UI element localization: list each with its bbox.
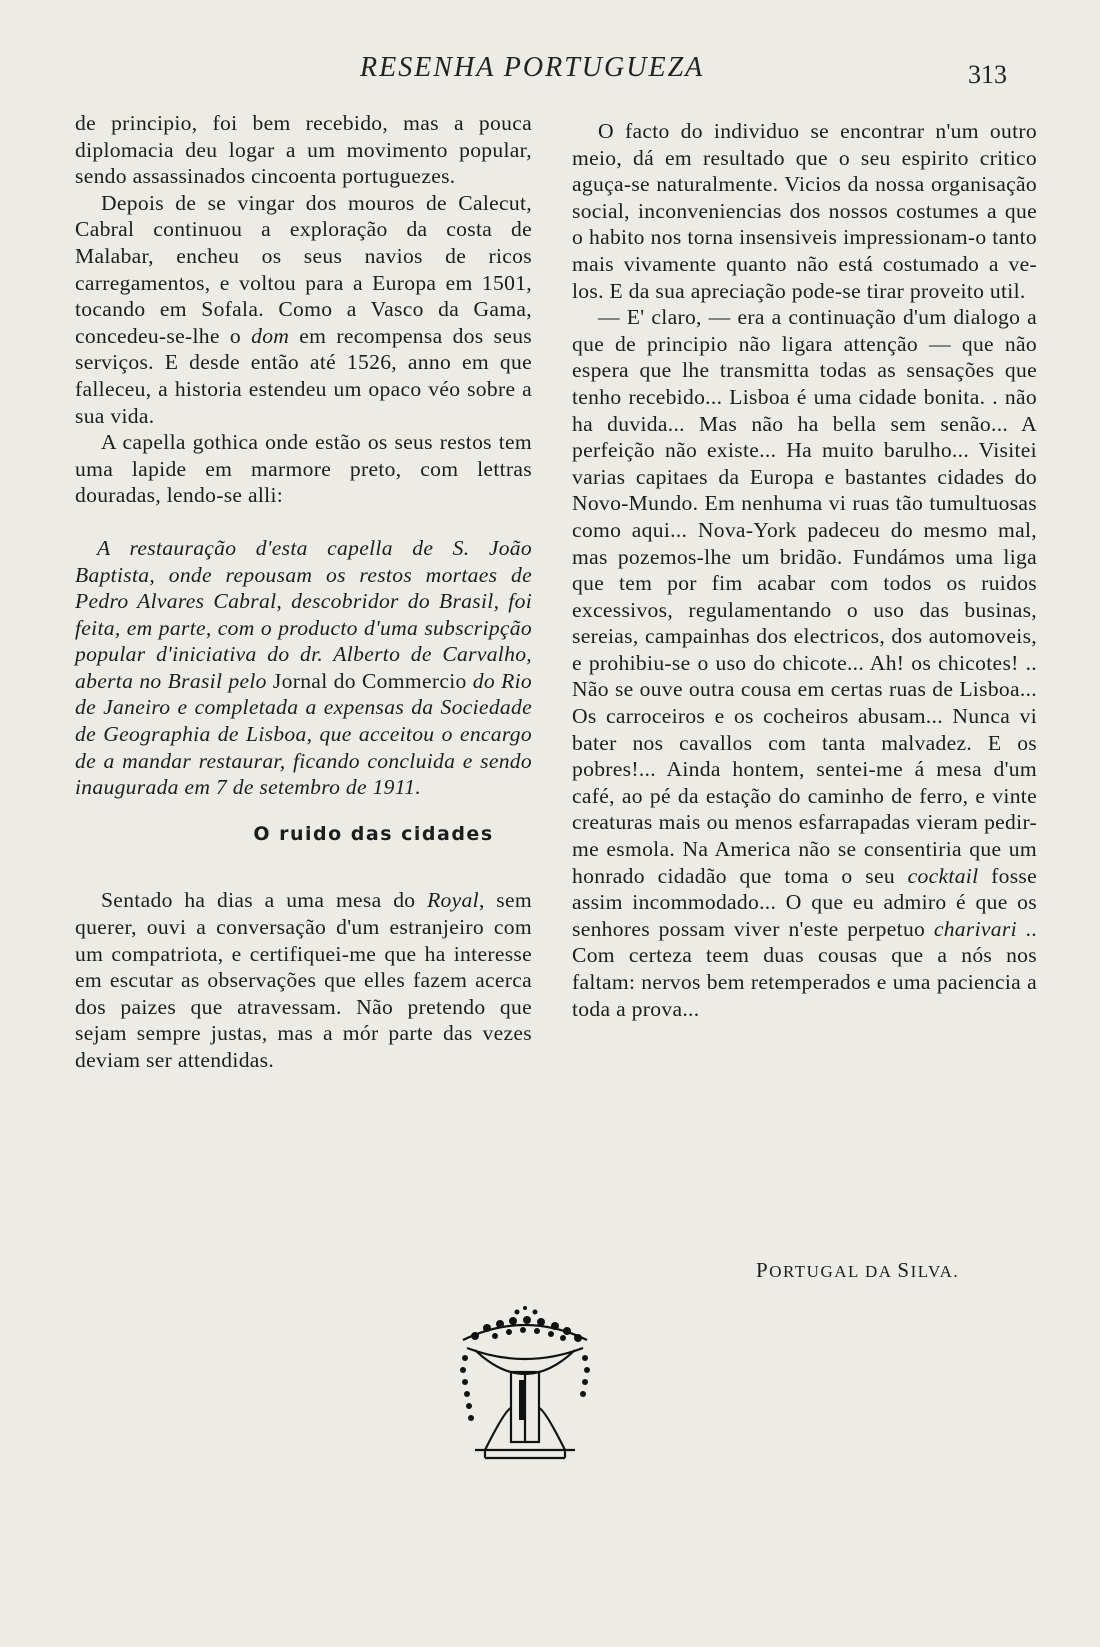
text-run: Depois de se vingar dos mouros de Calecut, Cabral continuou a exploração da costa de Malabar, encheu os seus navios de ricos carregamentos, e voltou para a Europa em 1501, tocando em Sofala. Como a Vasco da Gama, concedeu-se-lhe o [75,190,532,348]
italic-term: cocktail [907,863,979,888]
text-run: , sem querer, ouvi a conversação d'um estranjeiro com um compatriota, e certifiquei-me que ha interesse em escutar as observações que elles fazem acerca dos paizes que atravessam. Não pretendo que sejam sempre justas, mas a mór parte das vezes deviam ser attendidas. [75,888,532,1072]
text-run: do Rio de Janeiro e completada a expensas da Sociedade de Geographia de Lisboa, que acceitou o encargo de a mandar restaurar, ficando concluida e sendo inaugurada em 7 de setembro de 1911. [75,668,532,800]
paragraph [572,304,1037,1022]
section-title: O ruido das cidades [253,822,494,845]
italic-term: charivari [933,916,1017,941]
journal-name: Jornal do Commercio [272,668,467,693]
inscription [75,535,532,801]
paragraph [75,887,532,1073]
text-run: .. Com certeza teem duas cousas que a nós nos faltam: nervos bem retemperados e uma paciencia a toda a prova... [572,916,1037,1021]
running-title: RESENHA PORTUGUEZA [360,52,705,83]
page-number: 313 [968,60,1007,89]
sig-initial: P [756,1258,770,1282]
right-column [572,118,1037,1022]
sig-initial: S [897,1258,911,1282]
text-run: A restauração d'esta capella de S. João Baptista, onde repousam os restos mortaes de Pedro Alvares Cabral, descobridor do Brasil, foi feita, em parte, com o producto d'uma subscripção popular d'iniciativa do dr. Alberto de Carvalho, aberta no Brasil pelo [75,535,532,693]
text-run: — E' claro, — era a continuação d'um dialogo a que de principio não ligara attenção — que não espera que lhe transmitta todas as sensações que tenho recebido... Lisboa é uma cidade bonita. . não ha duvida... Mas não ha bella sem senão... A perfeição não existe... Ha muito barulho... Visitei varias capitaes da Europa e bastantes cidades do Novo-Mundo. Em nenhuma vi ruas tão tumultuosas como aqui... Nova-York padeceu do mesmo mal, mas pozemos-lhe um bridão. Fundámos uma liga que tem por fim acabar com todos os ruidos excessivos, regulamentando o uso das businas, sereias, campainhas dos electricos, dos automoveis, e prohibiu-se o uso do chicote... Ah! os chicotes! .. Não se ouve outra cousa em certas ruas de Lisboa... Os carroceiros e os cocheiros abusam... Nunca vi bater nos cavallos com tanta malvadez. E os pobres!... Ainda hontem, sentei-me á mesa d'um café, ao pé da estação do caminho de ferro, e vinte creaturas mais ou menos esfarrapadas vieram pedir-me esmola. Na America não se consentiria que um honrado cidadão que toma o seu [572,305,1037,888]
sig-part: ILVA. [910,1262,960,1281]
author-signature [756,1258,959,1283]
text-run: em recompensa dos seus serviços. E desde então até 1526, anno em que falleceu, a historia estendeu um opaco véo sobre a sua vida. [75,323,532,428]
italic-term: dom [251,323,290,348]
paragraph: A capella gothica onde estão os seus restos tem uma lapide em marmore preto, com lettras douradas, lendo-se alli: [75,430,532,508]
paragraph [75,190,532,429]
text-run: Sentado ha dias a uma mesa do [101,888,428,913]
sig-part: ORTUGAL DA [769,1262,898,1281]
italic-term: Royal [427,888,479,913]
paragraph: de principio, foi bem recebido, mas a pouca diplomacia deu logar a um movimento popular, sendo assassinados cincoenta portuguezes. [75,111,532,189]
left-column [75,110,532,1074]
text-run: fosse assim incommodado... O que eu admiro é que os senhores possam viver n'este perpetuo [572,863,1038,941]
paragraph: O facto do individuo se encontrar n'um outro meio, dá em resultado que o seu espirito critico aguça-se naturalmente. Vicios da nossa organisação social, inconveniencias dos nossos costumes a que o habito nos torna insensiveis impressionam-o tanto mais vivamente quanto não está costumado a ve-los. E da sua apreciação pode-se tirar proveito util. [572,119,1037,303]
fountain-vase-ornament-icon [445,1300,605,1470]
